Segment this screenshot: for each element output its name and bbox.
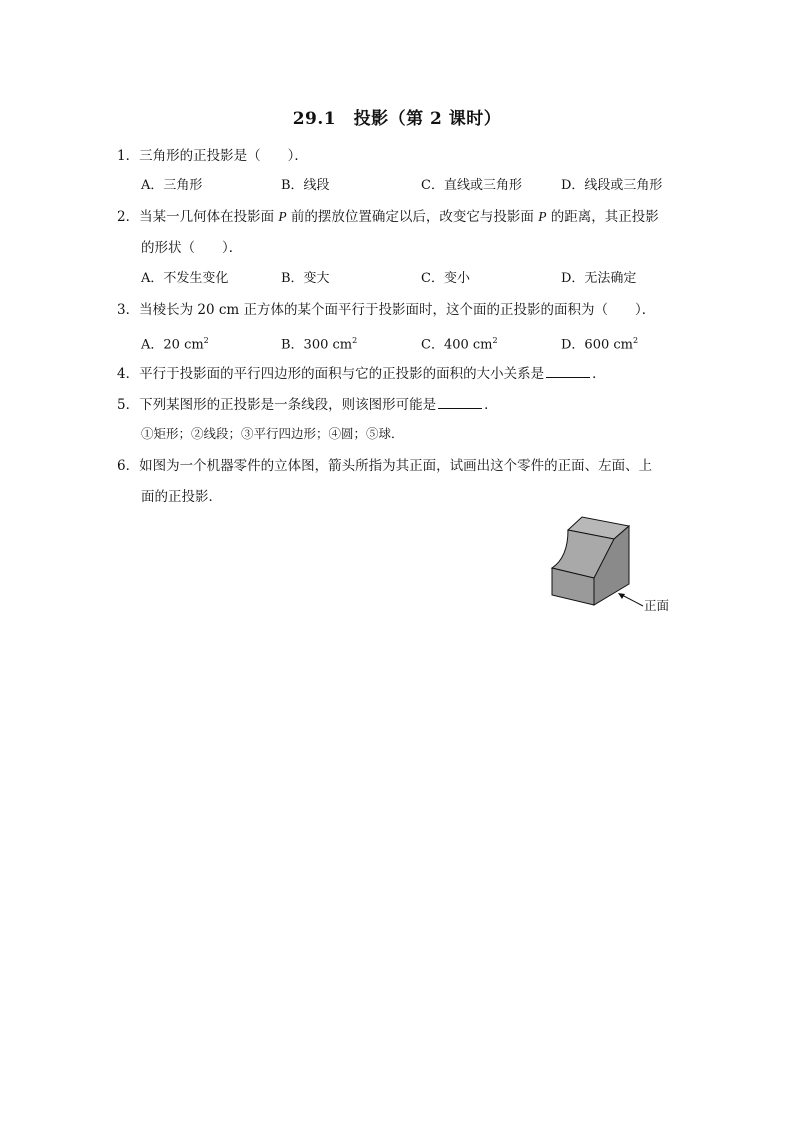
superscript: 2 bbox=[492, 336, 498, 345]
question-text: 下列某图形的正投影是一条线段，则该图形可能是 bbox=[139, 397, 437, 413]
superscript: 2 bbox=[203, 336, 209, 345]
question-text-part: 当某一几何体在投影面 bbox=[139, 209, 279, 225]
q2-option-c: C．变小 bbox=[421, 271, 470, 286]
question-number: 6． bbox=[117, 458, 140, 474]
front-face-label: 正面 bbox=[644, 598, 670, 613]
question-text: 三角形的正投影是（ ）． bbox=[139, 148, 308, 164]
option-text: B．300 cm bbox=[281, 337, 353, 353]
question-5-choices: ①矩形；②线段；③平行四边形；④圆；⑤球． bbox=[141, 426, 404, 441]
variable-p: P bbox=[538, 209, 547, 224]
q1-option-c: C．直线或三角形 bbox=[421, 178, 522, 193]
question-end: ． bbox=[484, 397, 498, 413]
option-text: C．400 cm bbox=[421, 337, 493, 353]
question-2-line-2: 的形状（ ）． bbox=[141, 240, 243, 256]
question-text: 平行于投影面的平行四边形的面积与它的正投影的面积的大小关系是 bbox=[139, 366, 545, 382]
question-2 bbox=[117, 207, 659, 227]
q3-option-b bbox=[281, 331, 357, 355]
option-text: A．20 cm bbox=[141, 337, 204, 353]
option-text: D．600 cm bbox=[561, 337, 633, 353]
question-3 bbox=[117, 300, 655, 320]
q2-option-b: B．变大 bbox=[281, 271, 330, 286]
question-text-part: 前的摆放位置确定以后，改变它与投影面 bbox=[286, 209, 539, 225]
q1-option-d: D．线段或三角形 bbox=[561, 178, 663, 193]
superscript: 2 bbox=[632, 336, 639, 345]
question-text-part: 的距离，其正投影 bbox=[546, 209, 659, 225]
question-1 bbox=[117, 146, 308, 166]
variable-p: P bbox=[278, 209, 287, 224]
question-6 bbox=[117, 456, 652, 476]
q3-option-a bbox=[141, 331, 209, 355]
question-4 bbox=[117, 363, 606, 384]
question-end: ． bbox=[592, 366, 606, 382]
question-number: 4． bbox=[117, 366, 140, 382]
question-number: 2． bbox=[117, 209, 140, 225]
question-number: 3． bbox=[117, 302, 140, 318]
q3-option-c bbox=[421, 331, 498, 355]
question-6-line-2: 面的正投影． bbox=[141, 489, 222, 505]
q3-option-d bbox=[561, 331, 638, 355]
q2-option-a: A．不发生变化 bbox=[141, 271, 229, 286]
answer-blank[interactable] bbox=[438, 394, 482, 409]
question-number: 5． bbox=[117, 397, 140, 413]
q2-option-d: D．无法确定 bbox=[561, 271, 637, 286]
question-text: 如图为一个机器零件的立体图，箭头所指为其正面，试画出这个零件的正面、左面、上 bbox=[139, 458, 653, 474]
q1-option-a: A．三角形 bbox=[141, 178, 203, 193]
page-title: 29.1 投影（第 2 课时） bbox=[292, 109, 502, 129]
answer-blank[interactable] bbox=[546, 363, 590, 378]
question-text: 当棱长为 20 cm 正方体的某个面平行于投影面时，这个面的正投影的面积为（ ）． bbox=[139, 302, 656, 318]
question-5 bbox=[117, 394, 498, 415]
q1-option-b: B．线段 bbox=[281, 178, 330, 193]
question-number: 1． bbox=[117, 148, 140, 164]
superscript: 2 bbox=[352, 336, 358, 345]
